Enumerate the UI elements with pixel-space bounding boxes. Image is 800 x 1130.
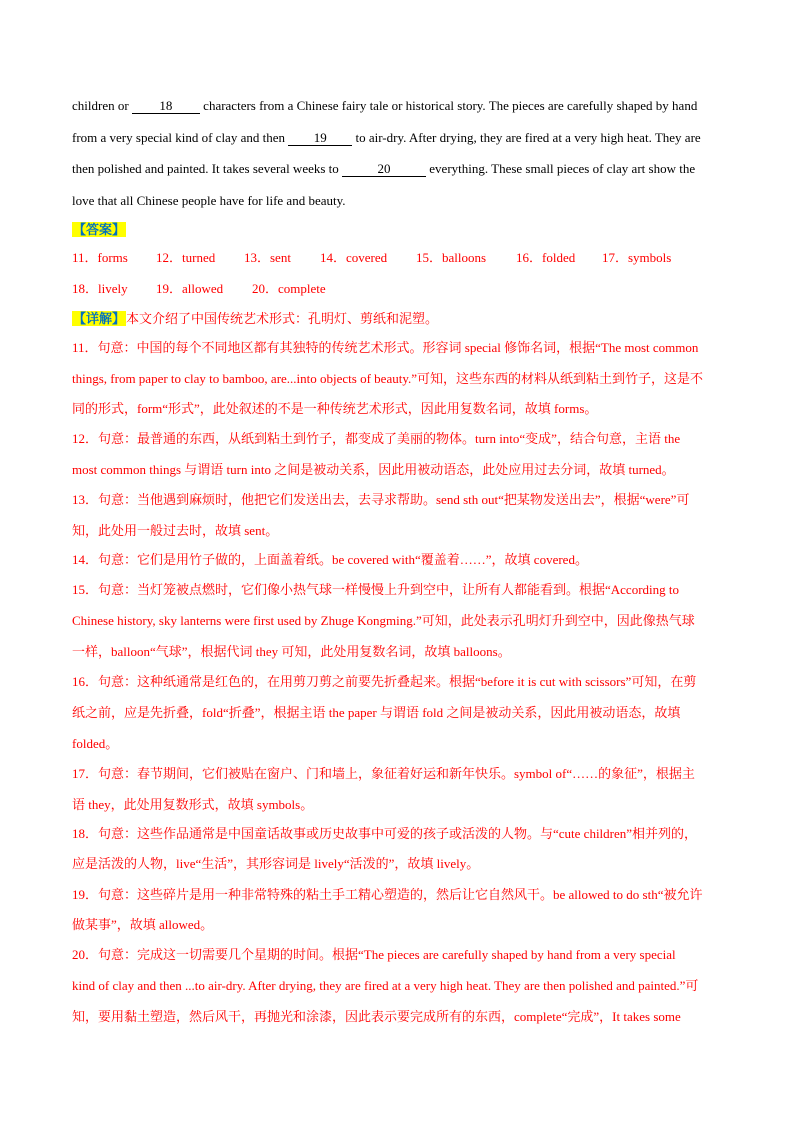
detail-tag: 【详解】 <box>73 311 126 326</box>
explanation-line: 一样，balloon“气球”，根据代词 they 可知，此处用复数名词，故填 balloons。 <box>72 644 511 659</box>
blank-19: 19 <box>288 131 352 146</box>
explanation-line: 同的形式，form“形式”，此处叙述的不是一种传统艺术形式，因此用复数名词，故填 forms。 <box>72 401 598 416</box>
explanation-line: folded。 <box>72 736 119 751</box>
answer-item: 13．sent <box>244 250 291 265</box>
explanation-line: 16．句意：这种纸通常是红色的，在用剪刀剪之前要先折叠起来。根据“before it is cut with scissors”可知，在剪 <box>72 674 697 689</box>
blank-20: 20 <box>342 162 426 177</box>
answers-row-2 <box>72 281 732 297</box>
answer-item: 14．covered <box>320 250 388 265</box>
answer-tag: 【答案】 <box>73 222 126 237</box>
answer-item: 19．allowed <box>156 281 224 296</box>
answer-item: 11．forms <box>72 250 128 265</box>
detail-heading <box>72 311 732 327</box>
explanation-line: 15．句意：当灯笼被点燃时，它们像小热气球一样慢慢上升到空中，让所有人都能看到。根据“According to <box>72 582 680 597</box>
explanation-line: 18．句意：这些作品通常是中国童话故事或历史故事中可爱的孩子或活泼的人物。与“cute children”相并列的， <box>72 826 698 841</box>
explanation-line: 纸之前，应是先折叠，fold“折叠”，根据主语 the paper 与谓语 fold 之间是被动关系，因此用被动语态，故填 <box>72 705 681 720</box>
passage-text: to air-dry. After drying, they are fired at a very high heat. They are <box>352 130 701 145</box>
answer-item: 20．complete <box>252 281 326 296</box>
explanation-line: 14．句意：它们是用竹子做的，上面盖着纸。be covered with“覆盖着……”，故填 covered。 <box>72 552 588 567</box>
explanation-line: 20．句意：完成这一切需要几个星期的时间。根据“The pieces are carefully shaped by hand from a very special <box>72 947 676 962</box>
passage-text: children or <box>72 98 132 113</box>
explanation-line: 13．句意：当他遇到麻烦时，他把它们发送出去，去寻求帮助。send sth out“把某物发送出去”，根据“were”可 <box>72 492 690 507</box>
blank-18: 18 <box>132 99 200 114</box>
explanation-line: things, from paper to clay to bamboo, are...into objects of beauty.”可知，这些东西的材料从纸到粘土到竹子，这是不 <box>72 371 704 386</box>
passage-line-4: love that all Chinese people have for life and beauty. <box>72 193 346 208</box>
explanation-line: 做某事”，故填 allowed。 <box>72 917 214 932</box>
passage-text: everything. These small pieces of clay art show the <box>426 161 696 176</box>
explanation-line: most common things 与谓语 turn into 之间是被动关系，因此用被动语态，此处应用过去分词，故填 turned。 <box>72 462 675 477</box>
explanation-line: Chinese history, sky lanterns were first used by Zhuge Kongming.”可知，此处表示孔明灯升到空中，因此像热气球 <box>72 613 695 628</box>
answer-item: 12．turned <box>156 250 216 265</box>
passage-text: characters from a Chinese fairy tale or historical story. The pieces are carefully shaped by hand <box>199 98 698 113</box>
passage-line-3 <box>72 161 732 177</box>
explanation-line: 19．句意：这些碎片是用一种非常特殊的粘土手工精心塑造的，然后让它自然风干。be allowed to do sth“被允许 <box>72 887 703 902</box>
explanation-line: 语 they，此处用复数形式，故填 symbols。 <box>72 797 314 812</box>
passage-text: then polished and painted. It takes several weeks to <box>72 161 343 176</box>
passage-line-1 <box>72 98 732 114</box>
passage-text: from a very special kind of clay and then <box>72 130 289 145</box>
explanation-line: 知，要用黏土塑造，然后风干，再抛光和涂漆，因此表示要完成所有的东西，complete“完成”，It takes some <box>72 1009 681 1024</box>
answer-item: 15．balloons <box>416 250 487 265</box>
explanation-line: kind of clay and then ...to air-dry. After drying, they are fired at a very high heat. They are then polished and painted.”可 <box>72 978 699 993</box>
explanation-line: 17．句意：春节期间，它们被贴在窗户、门和墙上，象征着好运和新年快乐。symbol of“……的象征”，根据主 <box>72 766 695 781</box>
passage-line-2 <box>72 130 732 146</box>
explanation-line: 12．句意：最普通的东西，从纸到粘土到竹子，都变成了美丽的物体。turn into“变成”，结合句意，主语 the <box>72 431 681 446</box>
answer-item: 16．folded <box>516 250 576 265</box>
explanation-line: 应是活泼的人物，live“生活”，其形容词是 lively“活泼的”，故填 lively。 <box>72 856 480 871</box>
explanation-line: 11．句意：中国的每个不同地区都有其独特的传统艺术形式。形容词 special 修饰名词，根据“The most common <box>72 340 699 355</box>
answer-item: 17．symbols <box>602 250 672 265</box>
answer-heading <box>72 222 732 238</box>
explanation-line: 知，此处用一般过去时，故填 sent。 <box>72 523 279 538</box>
answers-row-1 <box>72 250 732 266</box>
detail-intro: 本文介绍了中国传统艺术形式：孔明灯、剪纸和泥塑。 <box>126 311 439 326</box>
answer-item: 18．lively <box>72 281 128 296</box>
